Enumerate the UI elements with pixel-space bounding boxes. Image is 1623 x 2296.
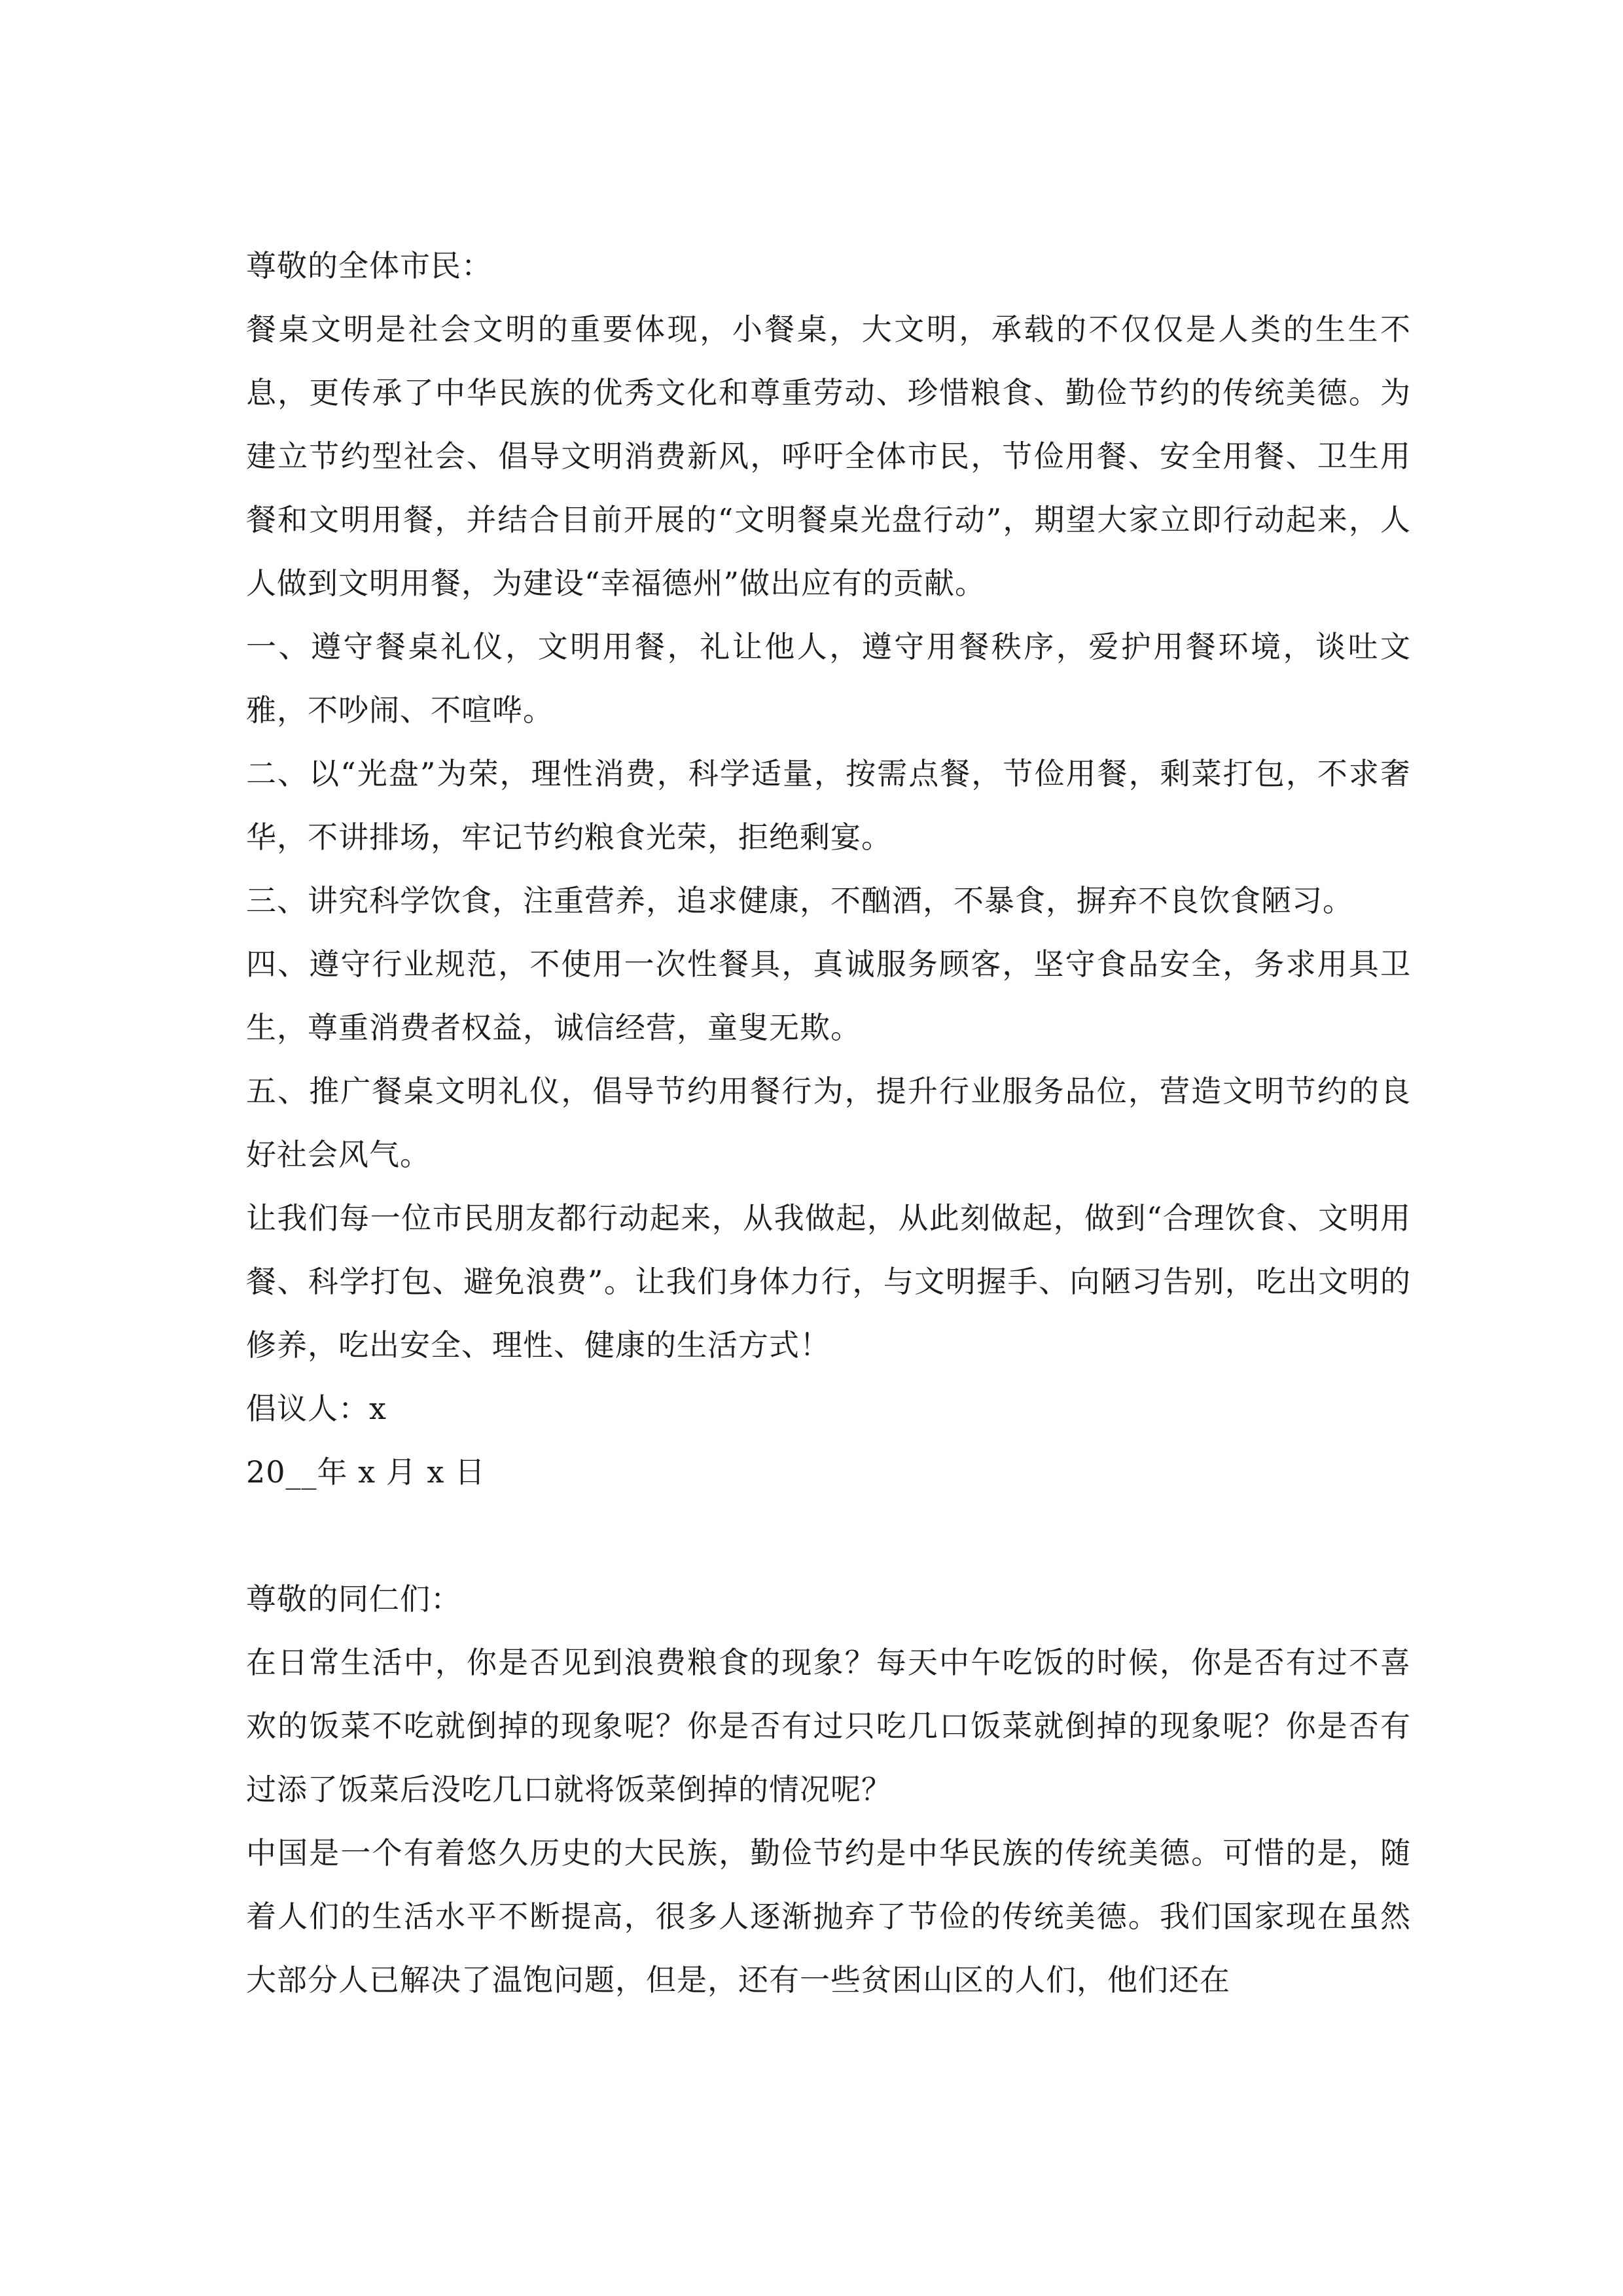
- initiator-line: 倡议人：x: [246, 1391, 387, 1426]
- paragraph: 二、以“光盘”为荣，理性消费，科学适量，按需点餐，节俭用餐，剩菜打包，不求奢华，不讲排场，牢记节约粮食光荣，拒绝剩宴。: [246, 756, 1411, 855]
- paragraph: 四、遵守行业规范，不使用一次性餐具，真诚服务顾客，坚守食品安全，务求用具卫生，尊重消费者权益，诚信经营，童叟无欺。: [246, 946, 1411, 1045]
- date-line: 20__年 x 月 x 日: [246, 1454, 486, 1490]
- document-body: [246, 234, 1411, 2012]
- salutation: 尊敬的全体市民：: [246, 248, 492, 283]
- paragraph: 在日常生活中，你是否见到浪费粮食的现象？每天中午吃饭的时候，你是否有过不喜欢的饭菜不吃就倒掉的现象呢？你是否有过只吃几口饭菜就倒掉的现象呢？你是否有过添了饭菜后没吃几口就将饭菜倒掉的情况呢？: [246, 1645, 1411, 1807]
- salutation: 尊敬的同仁们：: [246, 1581, 461, 1617]
- paragraph: 餐桌文明是社会文明的重要体现，小餐桌，大文明，承载的不仅仅是人类的生生不息，更传承了中华民族的优秀文化和尊重劳动、珍惜粮食、勤俭节约的传统美德。为建立节约型社会、倡导文明消费新风，呼吁全体市民，节俭用餐、安全用餐、卫生用餐和文明用餐，并结合目前开展的“文明餐桌光盘行动”，期望大家立即行动起来，人人做到文明用餐，为建设“幸福德州”做出应有的贡献。: [246, 312, 1411, 601]
- section-gap: [246, 1504, 1411, 1568]
- paragraph: 五、推广餐桌文明礼仪，倡导节约用餐行为，提升行业服务品位，营造文明节约的良好社会风气。: [246, 1073, 1411, 1172]
- paragraph: 一、遵守餐桌礼仪，文明用餐，礼让他人，遵守用餐秩序，爱护用餐环境，谈吐文雅，不吵闹、不喧哗。: [246, 629, 1411, 728]
- paragraph: 中国是一个有着悠久历史的大民族，勤俭节约是中华民族的传统美德。可惜的是，随着人们的生活水平不断提高，很多人逐渐抛弃了节俭的传统美德。我们国家现在虽然大部分人已解决了温饱问题，但是，还有一些贫困山区的人们，他们还在: [246, 1835, 1411, 1998]
- paragraph: 让我们每一位市民朋友都行动起来，从我做起，从此刻做起，做到“合理饮食、文明用餐、科学打包、避免浪费”。让我们身体力行，与文明握手、向陋习告别，吃出文明的修养，吃出安全、理性、健康的生活方式！: [246, 1200, 1411, 1363]
- paragraph: 三、讲究科学饮食，注重营养，追求健康，不酗酒，不暴食，摒弃不良饮食陋习。: [246, 883, 1353, 918]
